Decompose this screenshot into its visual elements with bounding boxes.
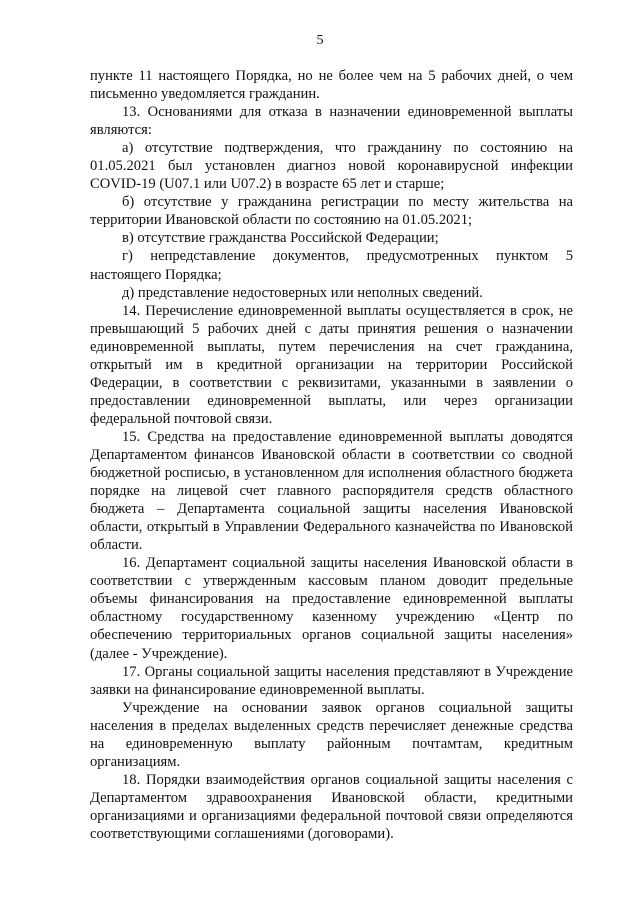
paragraph-13-v: в) отсутствие гражданства Российской Федерации; [122, 230, 439, 247]
document-body [90, 67, 573, 843]
paragraph-13-b: б) отсутствие у гражданина регистрации по месту жительства на территории Ивановской области по состоянию на 01.05.2021; [90, 194, 573, 229]
paragraph-13-g: г) непредставление документов, предусмотренных пунктом 5 настоящего Порядка; [90, 248, 573, 283]
paragraph-18: 18. Порядки взаимодействия органов социальной защиты населения с Департаментом здравоохранения Ивановской области, кредитными организациями и организациями федеральной почтовой связи определяются соответствующими соглашениями (договорами). [90, 771, 573, 842]
page-number: 5 [316, 33, 324, 48]
paragraph-15: 15. Средства на предоставление единовременной выплаты доводятся Департаментом финансов Ивановской области в соответствии со сводной бюджетной росписью, в установленном для исполнения областного бюджета порядке на лицевой счет главного распорядителя средств областного бюджета – Департамента социальной защиты населения Ивановской области, открытый в Управлении Федерального казначейства по Ивановской области. [90, 428, 573, 554]
paragraph-13-d: д) представление недостоверных или неполных сведений. [122, 284, 483, 301]
paragraph-13: 13. Основаниями для отказа в назначении единовременной выплаты являются: [90, 104, 573, 139]
paragraph-16: 16. Департамент социальной защиты населения Ивановской области в соответствии с утвержденным кассовым планом доводит предельные объемы финансирования на предоставление единовременной выплаты областному государственному казенному учреждению «Центр по обеспечению территориальных органов социальной защиты населения» (далее - Учреждение). [90, 555, 573, 662]
paragraph-13-a: а) отсутствие подтверждения, что гражданину по состоянию на 01.05.2021 был установлен диагноз новой коронавирусной инфекции COVID-19 (U07.1 или U07.2) в возрасте 65 лет и старше; [90, 140, 573, 193]
paragraph-17-continued: Учреждение на основании заявок органов социальной защиты населения в пределах выделенных средств перечисляет денежные средства на единовременную выплату районным почтамтам, кредитным организациям. [90, 699, 573, 770]
paragraph-14: 14. Перечисление единовременной выплаты осуществляется в срок, не превышающий 5 рабочих дней с даты принятия решения о назначении единовременной выплаты, путем перечисления на счет гражданина, открытый им в кредитной организации на территории Российской Федерации, в соответствии с реквизитами, указанными в заявлении о предоставлении единовременной выплаты, или через организации федеральной почтовой связи. [90, 302, 573, 427]
paragraph-continuation: пункте 11 настоящего Порядка, но не более чем на 5 рабочих дней, о чем письменно уведомляется гражданин. [90, 68, 573, 103]
paragraph-17: 17. Органы социальной защиты населения представляют в Учреждение заявки на финансирование единовременной выплаты. [90, 663, 573, 698]
